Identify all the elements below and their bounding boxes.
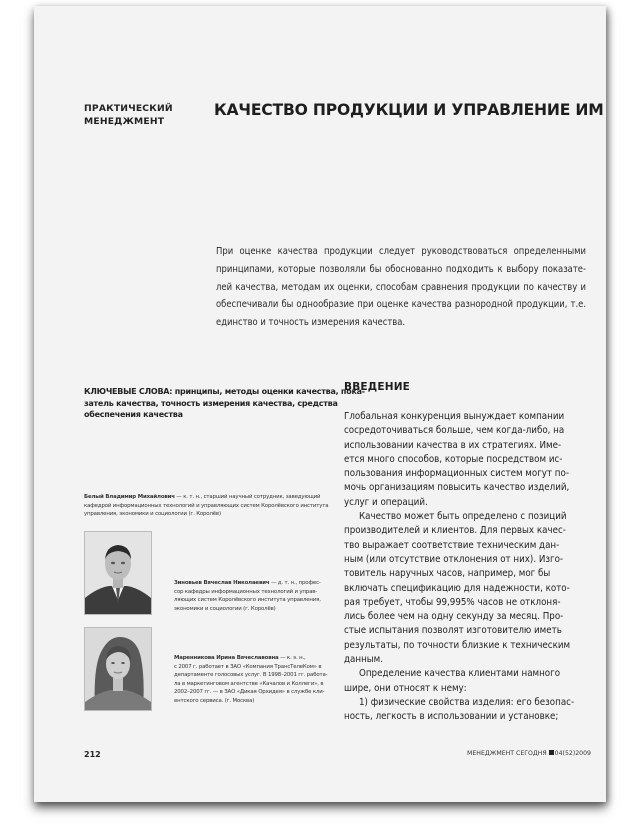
- bio-line: департаменте голосовых услуг. В 1998–2001 гг. работа-: [174, 672, 328, 679]
- body-line: тво выражает соответствие техническим дан-: [344, 539, 560, 551]
- section-heading-intro: ВВЕДЕНИЕ: [344, 381, 411, 393]
- author-bio-1: [84, 493, 354, 519]
- bio-line: 2002–2007 гг. — в ЗАО «Дикая Орхидея» в службе кли-: [174, 689, 325, 696]
- document-page: [34, 6, 606, 802]
- body-line: стые испытания позволят изготовителю иметь: [344, 625, 562, 637]
- intro-body: [344, 410, 591, 725]
- author-photo-zinoviev: [84, 531, 152, 615]
- section-label: [84, 102, 194, 128]
- body-line: результаты, по точности близкие к техническим: [344, 639, 571, 651]
- body-line: шире, они относят к нему:: [344, 682, 467, 694]
- body-line: Глобальная конкуренция вынуждает компании: [344, 411, 565, 422]
- section-label-line-2: МЕНЕДЖМЕНТ: [84, 116, 165, 127]
- author-name: Маренникова Ирина Вячеславовна: [174, 655, 279, 661]
- portrait-woman-image: [85, 628, 151, 710]
- bio-text: — к. э. н.,: [280, 655, 306, 661]
- keywords-line: затель качества, точность измерения качества, средства: [84, 398, 338, 408]
- keywords-block: [84, 386, 365, 421]
- author-bio-3: [174, 654, 334, 706]
- bio-line: ентского сервиса. (г. Москва): [174, 697, 255, 704]
- journal-name: МЕНЕДЖМЕНТ СЕГОДНЯ: [467, 750, 547, 757]
- keywords-line: КЛЮЧЕВЫЕ СЛОВА: принципы, методы оценки качества, пока-: [84, 387, 365, 396]
- bio-line: экономики и социологии (г. Королёв): [174, 605, 276, 612]
- lead-line: обеспечивали бы однообразие при оценке качества разнородной продукции, т.е.: [216, 299, 586, 311]
- body-line: Качество может быть определено с позиций: [359, 511, 567, 523]
- body-line: данным.: [344, 654, 383, 666]
- portrait-man-image: [85, 532, 151, 614]
- journal-footer: [454, 750, 591, 757]
- body-line: 1) физические свойства изделия: его безопас-: [359, 696, 575, 708]
- lead-paragraph: [216, 243, 586, 332]
- lead-line: принципами, которые позволяли бы обоснованно подходить к выбору показате-: [216, 263, 586, 275]
- body-line: лись более чем на одну секунду за месяц. Про-: [344, 611, 564, 623]
- bio-line: [84, 493, 354, 502]
- body-line: Определение качества клиентами намного: [359, 668, 561, 680]
- author-name: Зиновьев Вячеслав Николаевич: [174, 580, 270, 586]
- author-bio-2: [174, 579, 334, 613]
- bio-line: ла в маркетинговом агентстве «Качалов и Коллеги», в: [174, 680, 324, 687]
- body-line: ется много способов, которые посредством ис-: [344, 453, 563, 465]
- bio-line: [174, 579, 334, 588]
- lead-line: единство и точность измерения качества.: [216, 317, 406, 329]
- bio-line: управления, экономики и социологии (г. Королёв): [84, 511, 221, 518]
- body-line: мочь организациям повысить качество изделий,: [344, 482, 570, 494]
- lead-line: лей качества, методам их оценки, способам сравнения продукции по качеству и: [216, 281, 586, 293]
- body-line: ным (или отсутствие отклонения от них). Изго-: [344, 553, 564, 565]
- keywords-line: обеспечения качества: [84, 410, 183, 419]
- author-name: Белый Владимир Михайлович: [84, 494, 175, 500]
- body-line: сосредоточиваться больше, чем когда-либо, на: [344, 425, 565, 437]
- bio-text: — к. т. н., старший научный сотрудник, заведующий: [176, 494, 321, 500]
- bio-line: ляющих систем Королёвского института управления,: [174, 597, 321, 604]
- body-line: услуг и операций.: [344, 496, 428, 508]
- body-line: ность, легкость в использовании и установке;: [344, 711, 559, 723]
- bio-line: [174, 654, 334, 663]
- lead-line: При оценке качества продукции следует руководствоваться определенными: [216, 246, 586, 257]
- page-number: 212: [84, 750, 101, 759]
- square-bullet-icon: [549, 750, 554, 755]
- body-line: производителей и клиентов. Для первых качес-: [344, 525, 566, 537]
- body-line: товитель наручных часов, например, мог бы: [344, 568, 551, 580]
- bio-line: кафедрой информационных технологий и управляющих систем Королёвского института: [84, 502, 329, 509]
- body-line: пользования информационных систем могут по-: [344, 468, 569, 480]
- section-label-line-1: ПРАКТИЧЕСКИЙ: [84, 103, 173, 114]
- author-photo-marennikova: [84, 627, 152, 711]
- body-line: использовании качества в их стратегиях. Име-: [344, 439, 562, 451]
- bio-line: с 2007 г. работает в ЗАО «Компания ТрансТелеКом» в: [174, 663, 322, 670]
- body-line: рая требует, чтобы 99,995% часов не отклоня-: [344, 596, 561, 608]
- bio-line: сор кафедры информационных технологий и управ-: [174, 588, 318, 595]
- body-line: включать спецификацию для надежности, кото-: [344, 582, 570, 594]
- journal-issue: 04(52)2009: [554, 750, 591, 757]
- bio-text: — д. т. н., профес-: [270, 580, 321, 586]
- article-title: КАЧЕСТВО ПРОДУКЦИИ И УПРАВЛЕНИЕ ИМ: [214, 101, 604, 119]
